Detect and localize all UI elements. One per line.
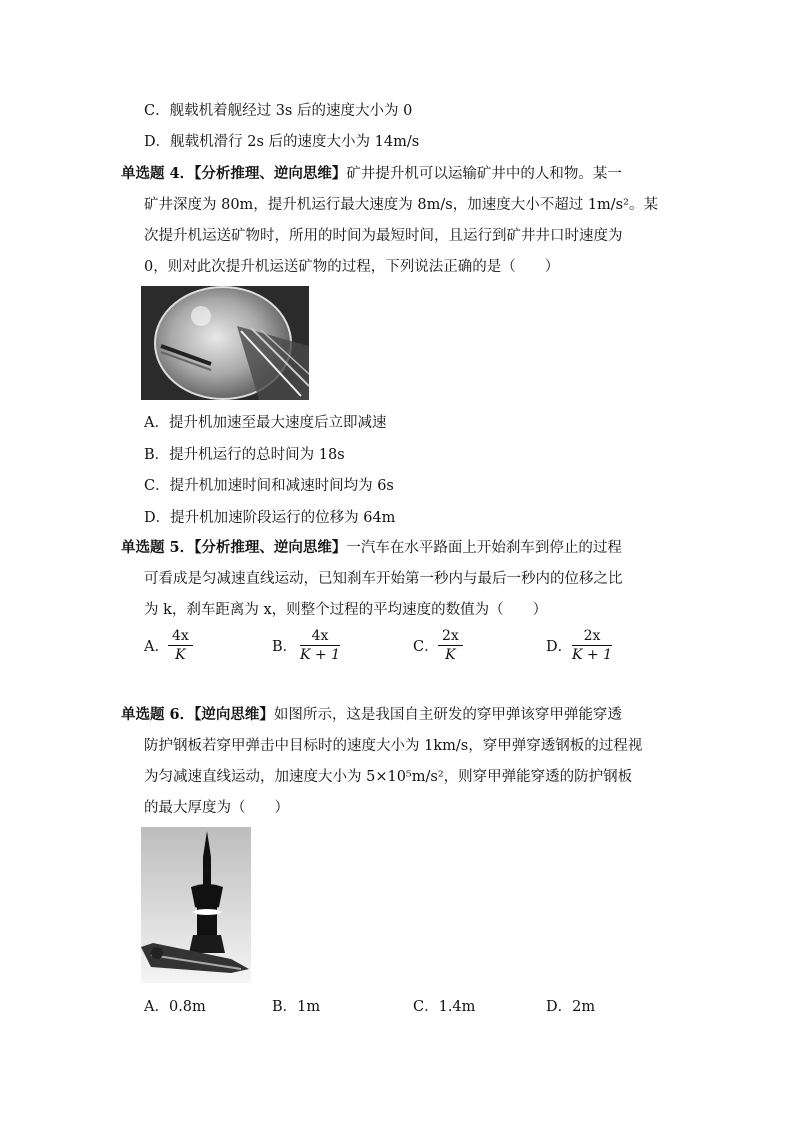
- q4-text-1: 矿井提升机可以运输矿井中的人和物。某一: [346, 166, 622, 182]
- q6-text-1: 如图所示，这是我国自主研发的穿甲弹该穿甲弹能穿透: [273, 707, 622, 723]
- q6-option-b: B．1m: [272, 999, 321, 1015]
- q5-option-a-letter: A．: [144, 639, 169, 655]
- q4-option-c: C．提升机加速时间和减速时间均为 6s: [144, 478, 394, 494]
- q6-stem-line-4: 的最大厚度为（ ）: [144, 800, 289, 816]
- q5-option-d-fraction: [572, 627, 612, 664]
- q6-label: 单选题 6．: [121, 706, 195, 723]
- q5-option-b-letter: B．: [272, 639, 298, 655]
- q5-option-c-fraction: [438, 627, 463, 664]
- q5-option-c-denominator: K: [445, 647, 456, 663]
- q6-stem-line-3: 为匀减速直线运动，加速度大小为 5×10⁵m/s²，则穿甲弹能穿透的防护钢板: [144, 769, 633, 785]
- projectile-illustration: [141, 827, 251, 983]
- q4-stem-line-2: 矿井深度为 80m，提升机运行最大速度为 8m/s，加速度大小不超过 1m/s²。某: [144, 197, 658, 213]
- q4-label: 单选题 4．: [121, 165, 195, 182]
- q4-option-a: A．提升机加速至最大速度后立即减速: [144, 415, 387, 431]
- q4-stem-line-3: 次提升机运送矿物时，所用的时间为最短时间，且运行到矿井井口时速度为: [144, 228, 623, 244]
- mine-shaft-illustration: [141, 286, 309, 400]
- q4-tag: 【分析推理、逆向思维】: [194, 165, 347, 182]
- q5-option-a-denominator: K: [175, 647, 186, 663]
- q6-tag: 【逆向思维】: [194, 706, 274, 723]
- q5-option-b-denominator: K + 1: [300, 647, 340, 663]
- q3-option-c: C．舰载机着舰经过 3s 后的速度大小为 0: [144, 103, 413, 119]
- q5-text-1: 一汽车在水平路面上开始刹车到停止的过程: [346, 540, 622, 556]
- q5-stem-line-2: 可看成是匀减速直线运动，已知刹车开始第一秒内与最后一秒内的位移之比: [144, 571, 623, 587]
- projectile-photo: [141, 827, 251, 983]
- q5-option-a-numerator: 4x: [168, 627, 193, 646]
- q6-option-c: C．1.4m: [413, 999, 476, 1015]
- q4-option-b: B．提升机运行的总时间为 18s: [144, 447, 345, 463]
- q4-stem-line-4: 0，则对此次提升机运送矿物的过程，下列说法正确的是（ ）: [144, 259, 560, 275]
- q5-option-d-denominator: K + 1: [572, 647, 612, 663]
- q5-tag: 【分析推理、逆向思维】: [194, 539, 347, 556]
- q5-option-c-letter: C．: [413, 639, 439, 655]
- q5-option-d-letter: D．: [546, 639, 573, 655]
- q5-option-c-numerator: 2x: [438, 627, 463, 646]
- q6-option-d: D．2m: [546, 999, 596, 1015]
- q5-option-d-numerator: 2x: [572, 627, 612, 646]
- q5-stem-line-3: 为 k，刹车距离为 x，则整个过程的平均速度的数值为（ ）: [144, 602, 548, 618]
- q6-stem-line-1: [121, 705, 622, 725]
- q6-option-a: A．0.8m: [144, 999, 206, 1015]
- mine-shaft-photo: [141, 286, 309, 400]
- q5-option-b-numerator: 4x: [300, 627, 340, 646]
- q4-stem-line-1: [121, 164, 622, 184]
- q5-option-b-fraction: [300, 627, 340, 664]
- q5-stem-line-1: [121, 538, 622, 558]
- q4-option-d: D．提升机加速阶段运行的位移为 64m: [144, 510, 396, 526]
- q6-stem-line-2: 防护钢板若穿甲弹击中目标时的速度大小为 1km/s，穿甲弹穿透钢板的过程视: [144, 738, 643, 754]
- q5-option-a-fraction: [168, 627, 193, 664]
- q3-option-d: D．舰载机滑行 2s 后的速度大小为 14m/s: [144, 134, 420, 150]
- q5-label: 单选题 5．: [121, 539, 195, 556]
